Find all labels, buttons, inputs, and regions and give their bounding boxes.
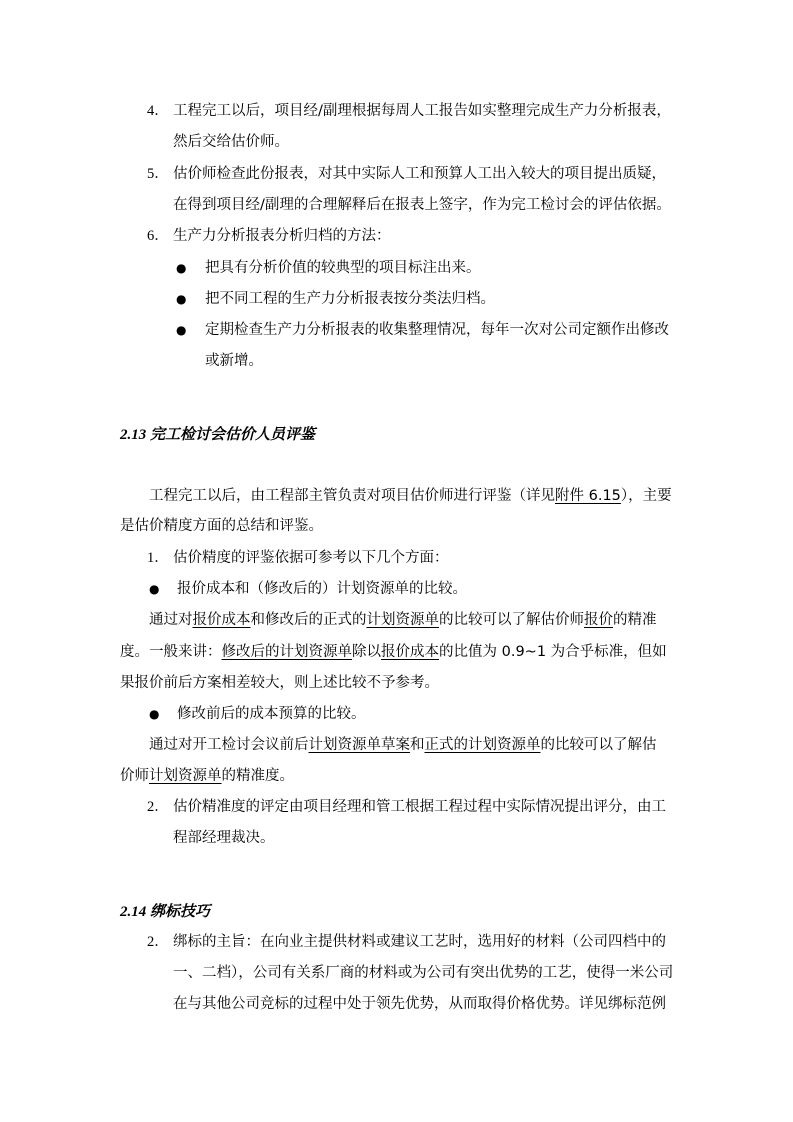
list-number: 4． (147, 103, 169, 119)
section-heading: 2.14 绑标技巧 (120, 904, 211, 920)
bullet-text: 报价成本和（修改后的）计划资源单的比较。 (177, 581, 467, 597)
section-heading: 2.13 完工检讨会估价人员评鉴 (120, 427, 316, 443)
list-item-text: 一、二档），公司有关系厂商的材料或为公司有突出优势的工艺，使得一米公司 (173, 965, 674, 981)
list-item-text: 绑标的主旨：在向业主提供材料或建议工艺时，选用好的材料（公司四档中的 (173, 934, 666, 950)
bullet-text: 或新增。 (205, 353, 263, 369)
paragraph-line: 通过对开工检讨会议前后计划资源单草案和正式的计划资源单的比较可以了解估 (149, 737, 657, 753)
list-number: 5． (147, 166, 169, 182)
list-item-text: 程部经理裁决。 (173, 830, 275, 846)
list-number: 2． (147, 934, 169, 950)
paragraph-line: 果报价前后方案相差较大，则上述比较不予参考。 (120, 675, 439, 691)
list-item-text: 然后交给估价师。 (173, 134, 289, 150)
list-number: 2． (147, 799, 169, 815)
list-number: 6． (147, 228, 169, 244)
bullet-icon: ● (176, 292, 187, 306)
list-number: 1． (147, 550, 169, 566)
list-item-text: 在与其他公司竞标的过程中处于领先优势，从而取得价格优势。详见绑标范例 (173, 996, 666, 1012)
list-item-text: 估价精度的评鉴依据可参考以下几个方面： (173, 550, 449, 566)
bullet-icon: ● (176, 323, 187, 337)
paragraph-line: 度。一般来讲：修改后的计划资源单除以报价成本的比值为 0.9~1 为合乎标准，但如 (120, 644, 667, 660)
appendix-reference: 附件 6.15 (555, 488, 621, 504)
list-item-text: 估价师检查此份报表，对其中实际人工和预算人工出入较大的项目提出质疑， (173, 166, 666, 182)
bullet-text: 定期检查生产力分析报表的收集整理情况，每年一次对公司定额作出修改 (205, 322, 669, 338)
bullet-text: 把不同工程的生产力分析报表按分类法归档。 (205, 291, 495, 307)
bullet-text: 把具有分析价值的较典型的项目标注出来。 (205, 260, 481, 276)
bullet-icon: ● (149, 707, 160, 721)
list-item-text: 在得到项目经/副理的合理解释后在报表上签字，作为完工检讨会的评估依据。 (173, 197, 671, 213)
bullet-icon: ● (149, 582, 160, 596)
list-item-text: 工程完工以后，项目经/副理根据每周人工报告如实整理完成生产力分析报表， (173, 103, 671, 119)
list-item-text: 生产力分析报表分析归档的方法： (173, 228, 391, 244)
list-item-text: 估价精准度的评定由项目经理和管工根据工程过程中实际情况提出评分，由工 (173, 799, 666, 815)
bullet-icon: ● (176, 261, 187, 275)
paragraph-line: 工程完工以后，由工程部主管负责对项目估价师进行评鉴（详见附件 6.15），主要 (149, 488, 672, 504)
paragraph-line: 是估价精度方面的总结和评鉴。 (120, 518, 323, 534)
paragraph-line: 通过对报价成本和修改后的正式的计划资源单的比较可以了解估价师报价的精准 (149, 612, 657, 628)
paragraph-line: 价师计划资源单的精准度。 (120, 768, 294, 784)
bullet-text: 修改前后的成本预算的比较。 (177, 706, 366, 722)
